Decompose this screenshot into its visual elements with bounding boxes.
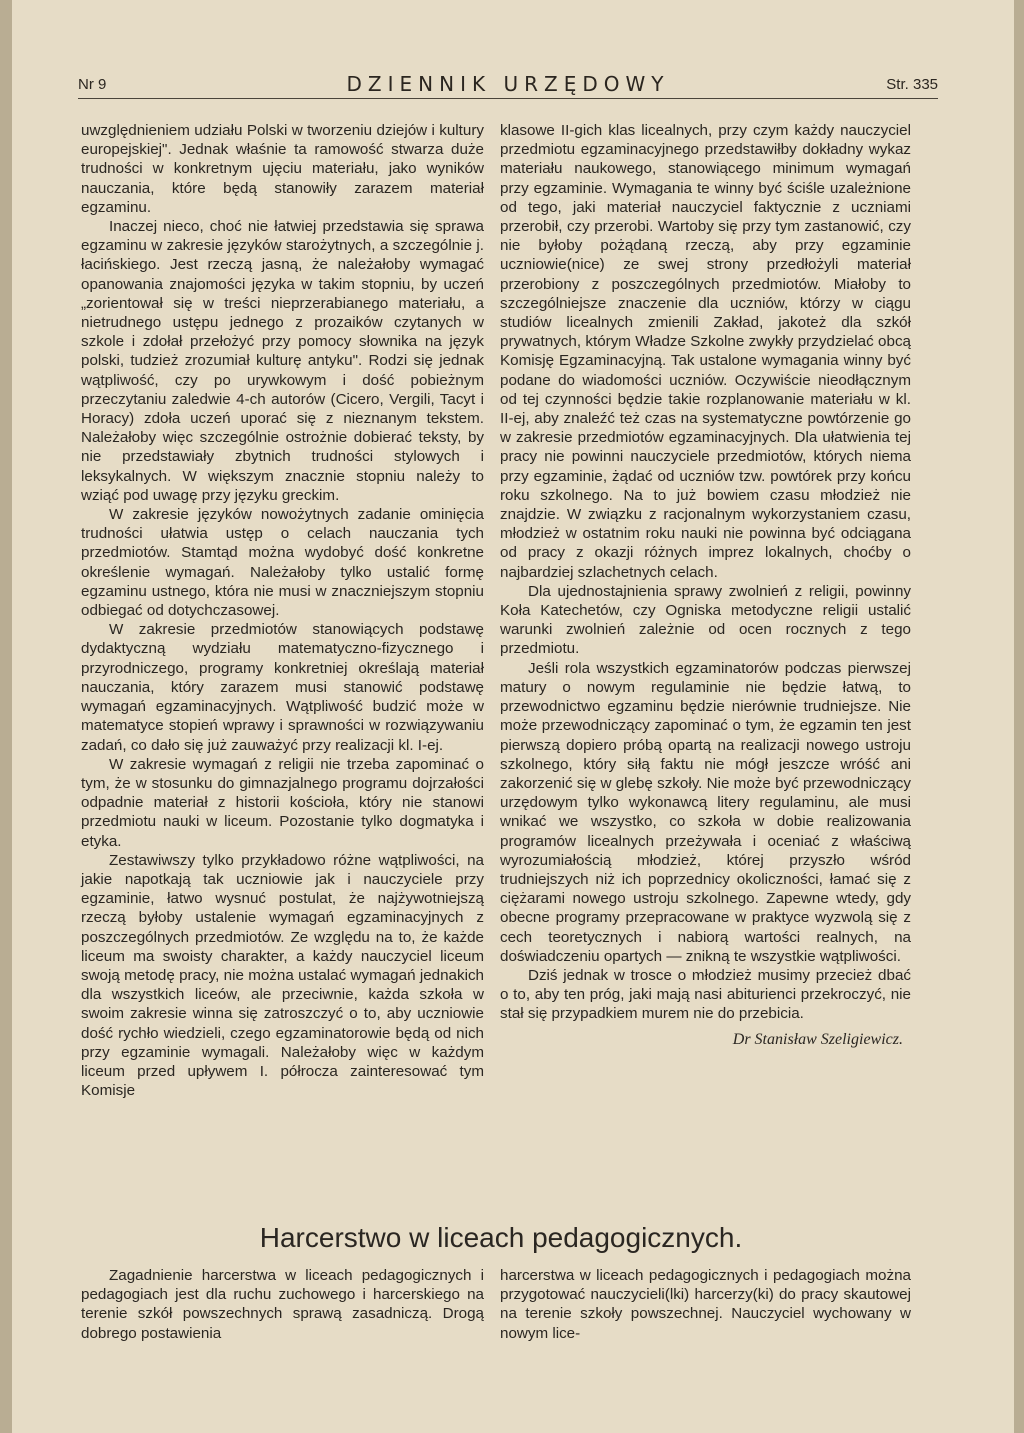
paragraph: Zagadnienie harcerstwa w liceach pedagogicznych i pedagogiach jest dla ruchu zuchowego i harcerskiego na terenie szkół powszechnych sprawą zasadniczą. Drogą dobrego postawienia [81, 1267, 484, 1342]
paragraph: Dziś jednak w trosce o młodzież musimy przecież dbać o to, aby ten próg, jaki mają nasi abiturienci przekroczyć, nie stał się przypadkiem murem nie do przebicia. [500, 966, 911, 1023]
paragraph: W zakresie wymagań z religii nie trzeba zapominać o tym, że w stosunku do gimnazjalnego programu dojrzałości odpadnie materiał z historii kościoła, który nie stanowi przedmiotu nauki w liceum. Pozostanie tylko dogmatyka i etyka. [81, 755, 484, 850]
paragraph: Dla ujednostajnienia sprawy zwolnień z religii, powinny Koła Katechetów, czy Ogniska metodyczne religii ustalić warunki zwolnień zależnie od ocen rocznych z tego przedmiotu. [500, 582, 911, 658]
section-column-left [81, 1266, 484, 1343]
section-heading: Harcerstwo w liceach pedagogicznych. [259, 1222, 743, 1253]
section-column-right [500, 1266, 911, 1343]
paragraph: klasowe II-gich klas licealnych, przy czym każdy nauczyciel przedmiotu egzaminacyjnego przedstawiłby dokładny wykaz materiału naukowego, stanowiącego minimum wymagań przy egzaminie. Wymagania te winny być ściśle uzależnione od tego, jaki materiał nauczyciel faktycznie z uczniami przerobił, czy przerobi. Wartoby się przy tym zastanowić, czy nie byłoby pożądaną rzeczą, aby przy egzaminie uczniowie(nice) ze swej strony przedłożyli materiał przerobiony z poszczególnych przedmiotów. Miałoby to szczególniejsze znaczenie dla uczniów, którzy w ciągu studiów licealnych zmienili Zakład, jakoteż dla szkół prywatnych, którym Władze Szkolne zwykły przydzielać obcą Komisję Egzaminacyjną. Tak ustalone wymagania winny być podane do wiadomości uczniów. Oczywiście nieodłącznym od tej czynności będzie takie rozplanowanie materiału w kl. II-ej, aby znaleźć też czas na systematyczne powtórzenie go w zakresie przedmiotów egzaminacyjnych. Dla ułatwienia tej pracy nie powinni nauczyciele przedmiotów, których niema przy egzaminie, żądać od uczniów tzw. powtórek przy końcu roku szkolnego. Na to już bowiem czasu młodzież nie znajdzie. W związku z racjonalnym wykorzystaniem czasu, młodzież w ostatnim roku nauki nie powinna być odciągana od pracy z okazji różnych imprez lokalnych, choćby o najbardziej szlachetnych celach. [500, 122, 911, 581]
paragraph: Inaczej nieco, choć nie łatwiej przedstawia się sprawa egzaminu w zakresie języków starożytnych, a szczególnie j. łacińskiego. Jest rzeczą jasną, że należałoby wymagać opanowania znajomości języka w takim stopniu, by uczeń „zorientował się w treści nieprzerabianego materiału, a nietrudnego ustępu jednego z prozaików czytanych w szkole i zdołał przełożyć przy pomocy słownika na język polski, tudzież zrozumiał kulturę antyku". Rodzi się jednak wątpliwość, czy po urywkowym i dość pobieżnym przeczytaniu zaledwie 4-ch autorów (Cicero, Vergili, Tacyt i Horacy) zdoła uczeń uporać się z nieznanym tekstem. Należałoby więc szczególnie ostrożnie dobierać teksty, by nie przedstawiały zbytnich trudności stylowych i leksykalnych. W większym znacznie stopniu należy to wziąć pod uwagę przy języku greckim. [81, 218, 484, 504]
page-number: Str. 335 [886, 76, 938, 93]
journal-title: DZIENNIK URZĘDOWY [346, 72, 670, 96]
article-column-right [500, 121, 911, 1049]
header-divider [78, 98, 938, 99]
author-signature: Dr Stanisław Szeligiewicz. [732, 1030, 903, 1048]
paragraph: W zakresie przedmiotów stanowiących podstawę dydaktyczną wydziału matematyczno-fizycznego i przyrodniczego, programy konkretniej określają materiał nauczania, który zarazem musi stanowić podstawę wymagań egzaminacyjnych. Wątpliwość budzić może w matematyce stopień wprawy i sprawności w rozwiązywaniu zadań, co dało się już zauważyć przy realizacji kl. I-ej. [81, 621, 484, 754]
paragraph: harcerstwa w liceach pedagogicznych i pedagogiach można przygotować nauczycieli(lki) harcerzy(ki) do pracy skautowej na terenie szkoły powszechnej. Nauczyciel wychowany w nowym lice- [500, 1267, 911, 1342]
issue-number: Nr 9 [78, 76, 107, 93]
paragraph: uwzględnieniem udziału Polski w tworzeniu dziejów i kultury europejskiej". Jednak właśnie ta ramowość stwarza duże trudności w konkretnym ujęciu materiału, jako wyników nauczania, które będą stanowiły zarazem materiał egzaminu. [81, 122, 484, 216]
article-column-left [81, 121, 484, 1100]
paragraph: W zakresie języków nowożytnych zadanie ominięcia trudności ułatwia ustęp o celach nauczania tych przedmiotów. Stamtąd można wydobyć dość konkretne określenie wymagań. Należałoby tylko ustalić formę egzaminu ustnego, która nie musi w znaczniejszym stopniu odbiegać od dotychczasowej. [81, 506, 484, 620]
page-header [78, 66, 938, 96]
paragraph: Jeśli rola wszystkich egzaminatorów podczas pierwszej matury o nowym regulaminie nie będzie łatwą, to przewodnictwo egzaminu będzie nierównie trudniejsze. Nie może przewodniczący zapominać o tym, że egzamin ten jest pierwszą dopiero próbą opartą na realizacji nowego ustroju szkolnego, który siłą faktu nie mógł jeszcze wróść ani zakorzenić się w glebę szkoły. Nie może być przewodniczący urzędowym tylko wykonawcą litery regulaminu, ale musi wnikać we wszystko, co szkoła w dobie realizowania programów licealnych przeżywała i oceniać z właściwą wyrozumiałością młodzież, której przyszło wśród trudniejszych niż ich poprzednicy okoliczności, łamać się z ciężarami nowego ustroju szkolnego. Zapewne wtedy, gdy obecne programy przepracowane w praktyce wyzwolą się z cech teoretycznych i nabiorą wartości realnych, na doświadczeniu opartych — znikną te wszystkie wątpliwości. [500, 659, 911, 965]
paragraph: Zestawiwszy tylko przykładowo różne wątpliwości, na jakie napotkają tak uczniowie jak i nauczyciele przy egzaminie, łatwo wysnuć postulat, że najżywotniejszą rzeczą byłoby ustalenie wymagań egzaminacyjnych z poszczególnych przedmiotów. Ze względu na to, że każde liceum ma swoisty charakter, a każdy nauczyciel liceum swoją metodę pracy, nie można ustalać wymagań jednakich dla wszystkich liceów, ale przeciwnie, każda szkoła w swoim zakresie winna się zatroszczyć o to, aby uczniowie dość rychło wiedzieli, czego egzaminatorowie będą od nich przy egzaminie wymagali. Należałoby więc w każdym liceum przed upływem I. półrocza zainteresować tym Komisje [81, 851, 484, 1100]
